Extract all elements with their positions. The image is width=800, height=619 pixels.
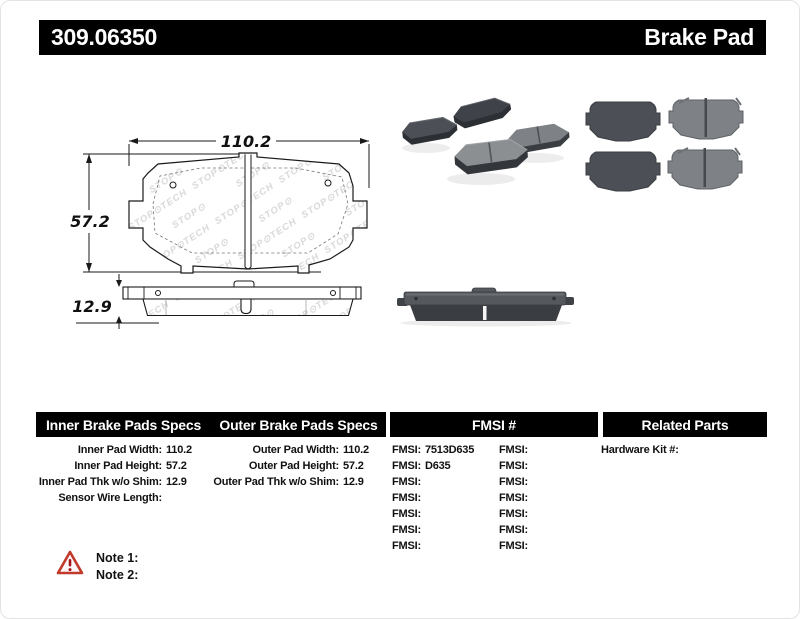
front-view-pad	[129, 153, 367, 273]
pads-specs-header-bar	[36, 412, 386, 437]
pad-backing-bottom-left	[586, 152, 660, 191]
note-2: Note 2:	[96, 568, 139, 582]
dimension-thickness-label: 12.9	[72, 297, 112, 316]
outer-specs-values: 110.2 57.2 12.9	[343, 444, 369, 488]
center-slot	[246, 155, 251, 267]
warning-triangle-icon	[56, 549, 84, 577]
part-number: 309.06350	[51, 24, 158, 50]
dimension-height-label: 57.2	[70, 212, 110, 231]
center-slit	[483, 306, 487, 320]
fmsi-header: FMSI #	[390, 412, 598, 437]
arrow-left-icon	[129, 138, 138, 144]
rivet-hole-left	[170, 182, 176, 188]
pad-slot-line	[704, 148, 707, 187]
related-parts-column: Hardware Kit #:	[601, 444, 679, 456]
pad-photo-front	[454, 138, 529, 175]
arrow-up-icon	[116, 316, 122, 323]
technical-drawing	[56, 116, 381, 331]
outer-specs-header: Outer Brake Pads Specs	[219, 416, 378, 433]
arrow-right-icon	[360, 138, 369, 144]
notes-block	[96, 550, 138, 584]
pad-photo-back-left	[401, 116, 458, 146]
dimension-width-label: 110.2	[220, 132, 272, 151]
rivet-hole-right	[325, 180, 331, 186]
inner-specs-labels: Inner Pad Width: Inner Pad Height: Inner Pad Thk w/o Shim: Sensor Wire Length:	[38, 444, 162, 504]
pad-backing-top-left	[586, 102, 660, 141]
arrow-up-icon	[86, 154, 92, 163]
arrow-down-icon	[116, 280, 122, 287]
brake-pads-perspective-photo	[391, 96, 576, 191]
outer-specs-labels: Outer Pad Width: Outer Pad Height: Outer Pad Thk w/o Shim:	[213, 444, 339, 488]
fmsi-column-2: FMSI: FMSI: FMSI: FMSI: FMSI: FMSI: FMSI:	[499, 444, 528, 552]
page-title: Brake Pad	[644, 24, 754, 50]
brake-pads-flat-photo	[581, 89, 771, 194]
arrow-down-icon	[86, 263, 92, 272]
inner-specs-header: Inner Brake Pads Specs	[45, 416, 202, 433]
pad-photo-back-middle	[452, 96, 514, 130]
brake-pad-edge-photo	[386, 282, 586, 327]
related-parts-header: Related Parts	[603, 412, 767, 437]
pad-slot-line	[705, 98, 708, 137]
fmsi-column-1: FMSI: 7513D635 FMSI: D635 FMSI: FMSI: FMSI: FMSI: FMSI:	[392, 444, 475, 552]
side-view-pad	[123, 281, 361, 316]
header-bar	[39, 20, 766, 55]
note-1: Note 1:	[96, 551, 139, 565]
inner-specs-values: 110.2 57.2 12.9	[166, 444, 192, 488]
